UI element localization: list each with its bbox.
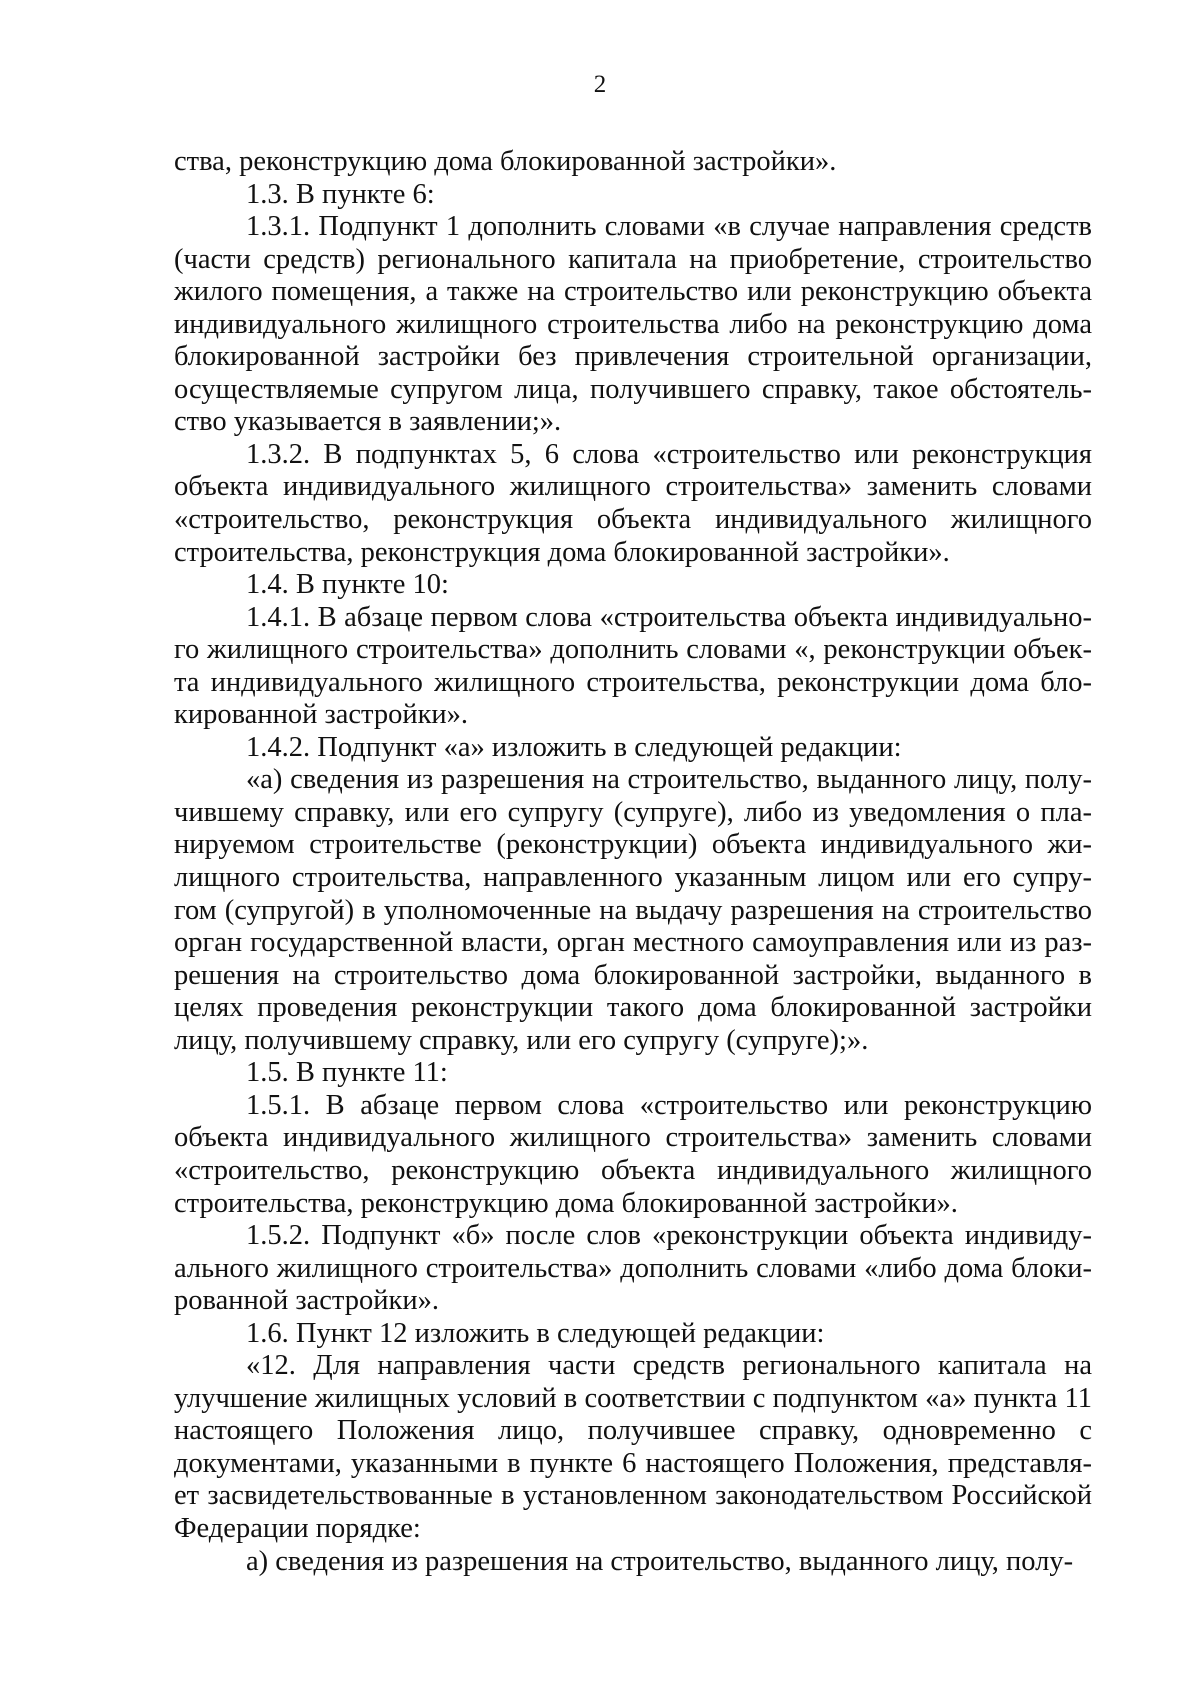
- paragraph-1-4: 1.4. В пункте 10:: [246, 569, 449, 601]
- paragraph-1-4-2: 1.4.2. Подпункт «а» изложить в следующей редакции:: [246, 731, 902, 763]
- paragraph-12-a: а) сведения из разрешения на строительство, выданного лицу, полу-: [246, 1545, 1074, 1577]
- page-number: 2: [593, 71, 607, 98]
- paragraph-1-5: 1.5. В пункте 11:: [246, 1057, 448, 1089]
- document-body: [174, 146, 1092, 1578]
- paragraph-1-5-1: 1.5.1. В абзаце первом слова «строительство или реконструкцию объекта индивидуального жилищного строительства» заменить словами «строительство, реконструкцию объекта индивидуального жилищного строительства, реконструкцию дома блокированной застройки».: [174, 1089, 1092, 1219]
- paragraph-1-5-2: 1.5.2. Подпункт «б» после слов «реконструкции объекта индивидуального жилищного строительства» дополнить словами «либо дома блокированной застройки».: [174, 1220, 1092, 1317]
- paragraph-12: «12. Для направления части средств регионального капитала на улучшение жилищных условий в соответствии с подпунктом «а» пункта 11 настоящего Положения лицо, получившее справку, одновременно с документами, указанными в пункте 6 настоящего Положения, представляет засвидетельствованные в установленном законодательством Российской Федерации порядке:: [174, 1350, 1092, 1544]
- paragraph-1-3-1: 1.3.1. Подпункт 1 дополнить словами «в случае направления средств (части средств) регионального капитала на приобретение, строительство жилого помещения, а также на строительство или реконструкцию объекта индивидуального жилищного строительства либо на реконструкцию дома блокированной застройки без привлечения строительной организации, осуществляемые супругом лица, получившего справку, такое обстоятельство указывается в заявлении;».: [174, 211, 1092, 438]
- paragraph-1-6: 1.6. Пункт 12 изложить в следующей редакции:: [246, 1317, 825, 1349]
- paragraph-1-3-2: 1.3.2. В подпунктах 5, 6 слова «строительство или реконструкция объекта индивидуального жилищного строительства» заменить словами «строительство, реконструкция объекта индивидуального жилищного строительства, реконструкция дома блокированной застройки».: [174, 438, 1092, 568]
- paragraph-1-4-2-a: «а) сведения из разрешения на строительство, выданного лицу, получившему справку, или его супругу (супруге), либо из уведомления о планируемом строительстве (реконструкции) объекта индивидуального жилищного строительства, направленного указанным лицом или его супругом (супругой) в уполномоченные на выдачу разрешения на строительство орган государственной власти, орган местного самоуправления или из разрешения на строительство дома блокированной застройки, выданного в целях проведения реконструкции такого дома блокированной застройки лицу, получившему справку, или его супругу (супруге);».: [174, 764, 1092, 1056]
- paragraph-continuation: ства, реконструкцию дома блокированной застройки».: [174, 146, 837, 177]
- paragraph-1-3: 1.3. В пункте 6:: [246, 178, 435, 210]
- paragraph-1-4-1: 1.4.1. В абзаце первом слова «строительства объекта индивидуального жилищного строительства» дополнить словами «, реконструкции объекта индивидуального жилищного строительства, реконструкции дома блокированной застройки».: [174, 601, 1092, 731]
